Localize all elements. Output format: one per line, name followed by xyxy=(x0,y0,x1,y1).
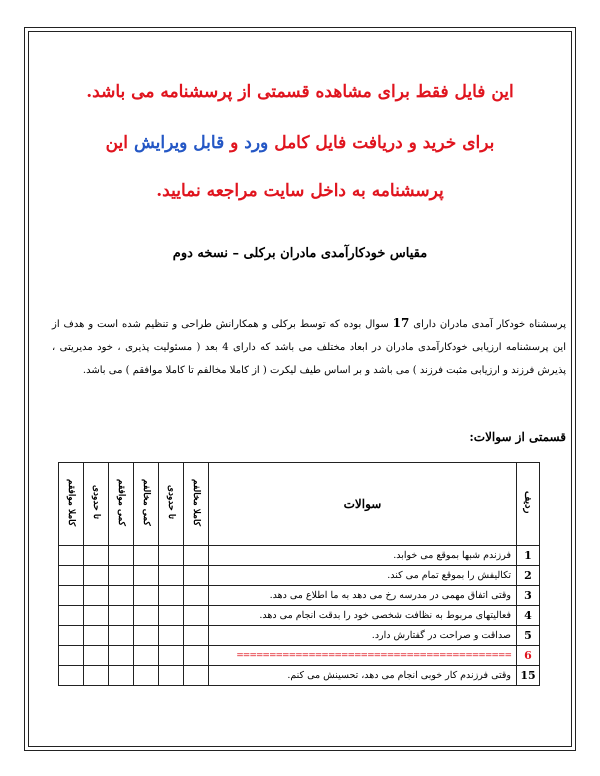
notice-editable-label: قابل ویرایش xyxy=(133,133,225,153)
answer-cell[interactable] xyxy=(134,646,159,666)
notice-line-1: این فایل فقط برای مشاهده قسمتی از پرسشنامه می باشد. xyxy=(86,82,514,102)
answer-cell[interactable] xyxy=(109,626,134,646)
option-header: کمی موافقم xyxy=(109,463,134,546)
option-header: کاملا مخالفم xyxy=(184,463,209,546)
answer-cell[interactable] xyxy=(84,626,109,646)
option-header: کاملا موافقم xyxy=(59,463,84,546)
answer-cell[interactable] xyxy=(134,566,159,586)
answer-cell[interactable] xyxy=(84,606,109,626)
question-text: صداقت و صراحت در گفتارش دارد. xyxy=(209,626,517,646)
answer-cell[interactable] xyxy=(184,626,209,646)
row-number: 4 xyxy=(517,606,540,626)
table-row xyxy=(59,646,540,666)
answer-cell[interactable] xyxy=(109,586,134,606)
description-part-1: پرسشناه خودکار آمدی مادران دارای xyxy=(413,319,566,330)
table-row xyxy=(59,626,540,646)
answer-cell[interactable] xyxy=(184,546,209,566)
row-number: 15 xyxy=(517,666,540,686)
answer-cell[interactable] xyxy=(84,546,109,566)
answer-cell[interactable] xyxy=(84,586,109,606)
answer-cell[interactable] xyxy=(159,546,184,566)
row-number: 1 xyxy=(517,546,540,566)
answer-cell[interactable] xyxy=(59,606,84,626)
question-text: وقتی فرزندم کار خوبی انجام می دهد، تحسینش می کنم. xyxy=(209,666,517,686)
answer-cell[interactable] xyxy=(159,586,184,606)
answer-cell[interactable] xyxy=(59,586,84,606)
row-number: 3 xyxy=(517,586,540,606)
answer-cell[interactable] xyxy=(184,666,209,686)
notice-word-label: ورد xyxy=(244,133,269,153)
answer-cell[interactable] xyxy=(84,646,109,666)
answer-cell[interactable] xyxy=(84,666,109,686)
question-text: فرزندم شبها بموقع می خوابد. xyxy=(209,546,517,566)
notice-line-2-start: برای خرید و دریافت فایل کامل xyxy=(274,133,495,153)
answer-cell[interactable] xyxy=(109,546,134,566)
questions-header: سوالات xyxy=(209,463,517,546)
table-header-row xyxy=(59,463,540,546)
question-text: وقتی اتفاق مهمی در مدرسه رخ می دهد به ما اطلاع می دهد. xyxy=(209,586,517,606)
option-header: تا حدودی xyxy=(84,463,109,546)
answer-cell[interactable] xyxy=(184,586,209,606)
answer-cell[interactable] xyxy=(159,626,184,646)
row-number: 6 xyxy=(517,646,540,666)
notice-line-2-end: این xyxy=(105,133,129,153)
table-row xyxy=(59,666,540,686)
notice-and-label: و xyxy=(230,133,239,153)
question-text: تکالیفش را بموقع تمام می کند. xyxy=(209,566,517,586)
section-title: قسمتی از سوالات: xyxy=(469,430,566,444)
answer-cell[interactable] xyxy=(134,666,159,686)
description-part-2: سوال بوده که توسط برکلی و همکارانش طراحی و تنظیم شده است و هدف از این پرسشنامه ارزیابی خودکارآمدی مادران در ابعاد مختلف می باشد که دارای 4 بعد ( مسئولیت پذیری ، خود مدیریتی ، پذیرش فرزند و ارزیابی مثبت فرزند ) می باشد و بر اساس طیف لیکرت ( از کاملا مخالفم تا کاملا موافقم ) می باشد. xyxy=(52,319,566,376)
answer-cell[interactable] xyxy=(59,666,84,686)
document-title: مقیاس خودکارآمدی مادران برکلی – نسخه دوم xyxy=(172,246,428,261)
answer-cell[interactable] xyxy=(109,646,134,666)
answer-cell[interactable] xyxy=(109,666,134,686)
answer-cell[interactable] xyxy=(134,626,159,646)
questions-table xyxy=(58,462,540,686)
option-header: تا حدودی xyxy=(159,463,184,546)
table-row xyxy=(59,566,540,586)
notice-line-3: پرسشنامه به داخل سایت مراجعه نمایید. xyxy=(156,181,444,201)
answer-cell[interactable] xyxy=(134,546,159,566)
question-count: 17 xyxy=(392,316,410,330)
row-number: 2 xyxy=(517,566,540,586)
answer-cell[interactable] xyxy=(159,606,184,626)
answer-cell[interactable] xyxy=(184,646,209,666)
answer-cell[interactable] xyxy=(159,646,184,666)
notice-line-2 xyxy=(40,133,560,153)
row-number: 5 xyxy=(517,626,540,646)
answer-cell[interactable] xyxy=(59,626,84,646)
answer-cell[interactable] xyxy=(84,566,109,586)
answer-cell[interactable] xyxy=(109,606,134,626)
answer-cell[interactable] xyxy=(59,546,84,566)
description-paragraph xyxy=(52,312,566,382)
table-row xyxy=(59,586,540,606)
answer-cell[interactable] xyxy=(159,666,184,686)
option-header: کمی مخالفم xyxy=(134,463,159,546)
table-row xyxy=(59,606,540,626)
answer-cell[interactable] xyxy=(59,646,84,666)
answer-cell[interactable] xyxy=(109,566,134,586)
answer-cell[interactable] xyxy=(59,566,84,586)
answer-cell[interactable] xyxy=(184,566,209,586)
answer-cell[interactable] xyxy=(184,606,209,626)
rank-header: ردیف xyxy=(517,463,540,546)
table-row xyxy=(59,546,540,566)
answer-cell[interactable] xyxy=(134,606,159,626)
question-text: فعالیتهای مربوط به نظافت شخصی خود را بدقت انجام می دهد. xyxy=(209,606,517,626)
omitted-questions-separator: ========================================== xyxy=(209,646,517,666)
answer-cell[interactable] xyxy=(134,586,159,606)
answer-cell[interactable] xyxy=(159,566,184,586)
